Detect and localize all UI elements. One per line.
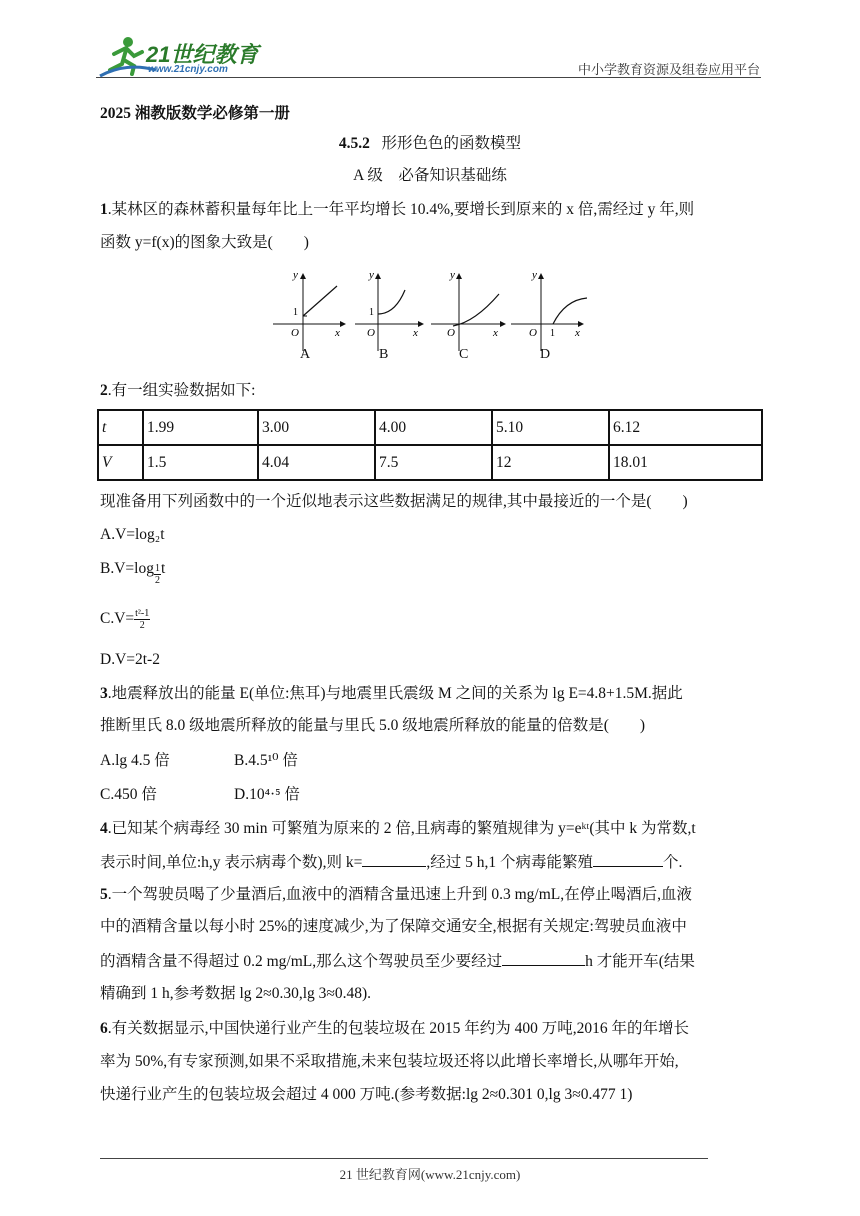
q5-blank-hours[interactable] [502,950,585,966]
svg-text:x: x [335,327,340,339]
graph-a [273,269,345,351]
svg-text:O: O [367,327,375,339]
q2-option-b: B.V=log $\frac{1}{2}$ t [100,560,166,586]
svg-text:x: x [413,327,418,339]
q5-line3: 的酒精含量不得超过 0.2 mg/mL,那么这个驾驶员至少要经过 h 才能开车(结果 [100,950,695,972]
table-cell: 5.10 [492,410,609,445]
q2-intro: 2.有一组实验数据如下: [100,382,256,399]
table-row [98,410,762,445]
q4-blank-k[interactable] [362,851,426,867]
graph-d [511,269,587,351]
graph-label-b: B [379,347,389,362]
section-number: 4.5.2 [338,135,370,152]
q3-option-b: B.4.5¹⁰ 倍 [234,752,298,769]
section-title: 形形色色的函数模型 [381,135,522,152]
q2-option-d: D.V=2t-2 [100,651,160,668]
log-base-fraction: $\frac{1}{2}$ [154,563,160,586]
table-cell: 4.00 [375,410,492,445]
svg-text:y: y [369,269,374,281]
graph-c [431,269,505,351]
q6-line1: 6.有关数据显示,中国快递行业产生的包装垃圾在 2015 年约为 400 万吨,2016 年的年增长 [100,1020,690,1037]
logo-title: 21世纪教育 [146,42,259,67]
table-cell: 1.99 [143,410,258,445]
svg-text:1: 1 [293,307,298,318]
q1-number: 1 [100,201,108,218]
footer-divider [100,1158,708,1159]
q3-line2: 推断里氏 8.0 级地震所释放的能量与里氏 5.0 级地震所释放的能量的倍数是( ) [100,717,646,734]
footer-text: 21 世纪教育网(www.21cnjy.com) [339,1167,521,1182]
q1-line1: 1.某林区的森林蓄积量每年比上一年平均增长 10.4%,要增长到原来的 x 倍,需经过 y 年,则 [100,201,695,218]
platform-name: 中小学教育资源及组卷应用平台 [577,62,760,77]
table-cell: 18.01 [609,445,762,480]
table-cell: 3.00 [258,410,375,445]
q6-number: 6 [100,1020,108,1037]
q3-option-c: C.450 倍 [100,786,157,803]
q5-line1: 5.一个驾驶员喝了少量酒后,血液中的酒精含量迅速上升到 0.3 mg/mL,在停止喝酒后,血液 [100,886,693,903]
svg-text:O: O [447,327,455,339]
svg-text:y: y [293,269,298,281]
table-cell: 4.04 [258,445,375,480]
option-c-fraction: $\frac{\text{t²-1}}{2}$ [135,608,150,631]
q3-option-d: D.10⁴·⁵ 倍 [234,786,300,803]
svg-text:y: y [532,269,537,281]
q2-number: 2 [100,382,108,399]
table-cell: 7.5 [375,445,492,480]
book-title: 2025 湘教版数学必修第一册 [100,105,290,122]
q1-line2: 函数 y=f(x)的图象大致是( ) [100,234,309,251]
q4-line2: 表示时间,单位:h,y 表示病毒个数),则 k= ,经过 5 h,1 个病毒能繁殖 个. [100,851,682,873]
q3-option-a: A.lg 4.5 倍 [100,752,170,769]
graph-b [355,269,423,351]
q4-line1: 4.已知某个病毒经 30 min 可繁殖为原来的 2 倍,且病毒的繁殖规律为 y=eᵏᵗ(其中 k 为常数,t [100,820,696,837]
svg-text:x: x [493,327,498,339]
q2-stem: 现准备用下列函数中的一个近似地表示这些数据满足的规律,其中最接近的一个是( ) [100,493,688,510]
q4-number: 4 [100,820,108,837]
table-cell: 12 [492,445,609,480]
q5-number: 5 [100,886,108,903]
svg-text:1: 1 [550,328,555,339]
q2-option-c: C.V= $\frac{\text{t²-1}}{2}$ [100,608,150,631]
svg-text:y: y [450,269,455,281]
svg-text:x: x [575,327,580,339]
table-row [98,445,762,480]
q5-line2: 中的酒精含量以每小时 25%的速度减少,为了保障交通安全,根据有关规定:驾驶员血液中 [100,918,687,935]
svg-text:O: O [529,327,537,339]
q5-line4: 精确到 1 h,参考数据 lg 2≈0.30,lg 3≈0.48). [100,985,372,1002]
site-logo [96,34,266,78]
table-cell: V [98,445,143,480]
graph-label-a: A [300,347,311,362]
section-heading [0,134,860,154]
graph-label-d: D [540,347,551,362]
q3-number: 3 [100,685,108,702]
svg-text:O: O [291,327,299,339]
table-cell: 1.5 [143,445,258,480]
q2-option-a: A.V=log₂t [100,526,165,543]
svg-text:1: 1 [369,307,374,318]
q3-line1: 3.地震释放出的能量 E(单位:焦耳)与地震里氏震级 M 之间的关系为 lg E=4.8+1.5M.据此 [100,685,683,702]
level-heading: A 级 必备知识基础练 [353,167,507,184]
table-cell: 6.12 [609,410,762,445]
q6-line2: 率为 50%,有专家预测,如果不采取措施,未来包装垃圾还将以此增长率增长,从哪年开始, [100,1053,679,1070]
table-cell: t [98,410,143,445]
logo-url: www.21cnjy.com [148,64,228,75]
q4-blank-count[interactable] [593,851,663,867]
q2-data-table [97,409,763,481]
header-divider [96,77,761,78]
q6-line3: 快递行业产生的包装垃圾会超过 4 000 万吨.(参考数据:lg 2≈0.301 0,lg 3≈0.477 1) [100,1086,633,1103]
graph-label-c: C [459,347,469,362]
